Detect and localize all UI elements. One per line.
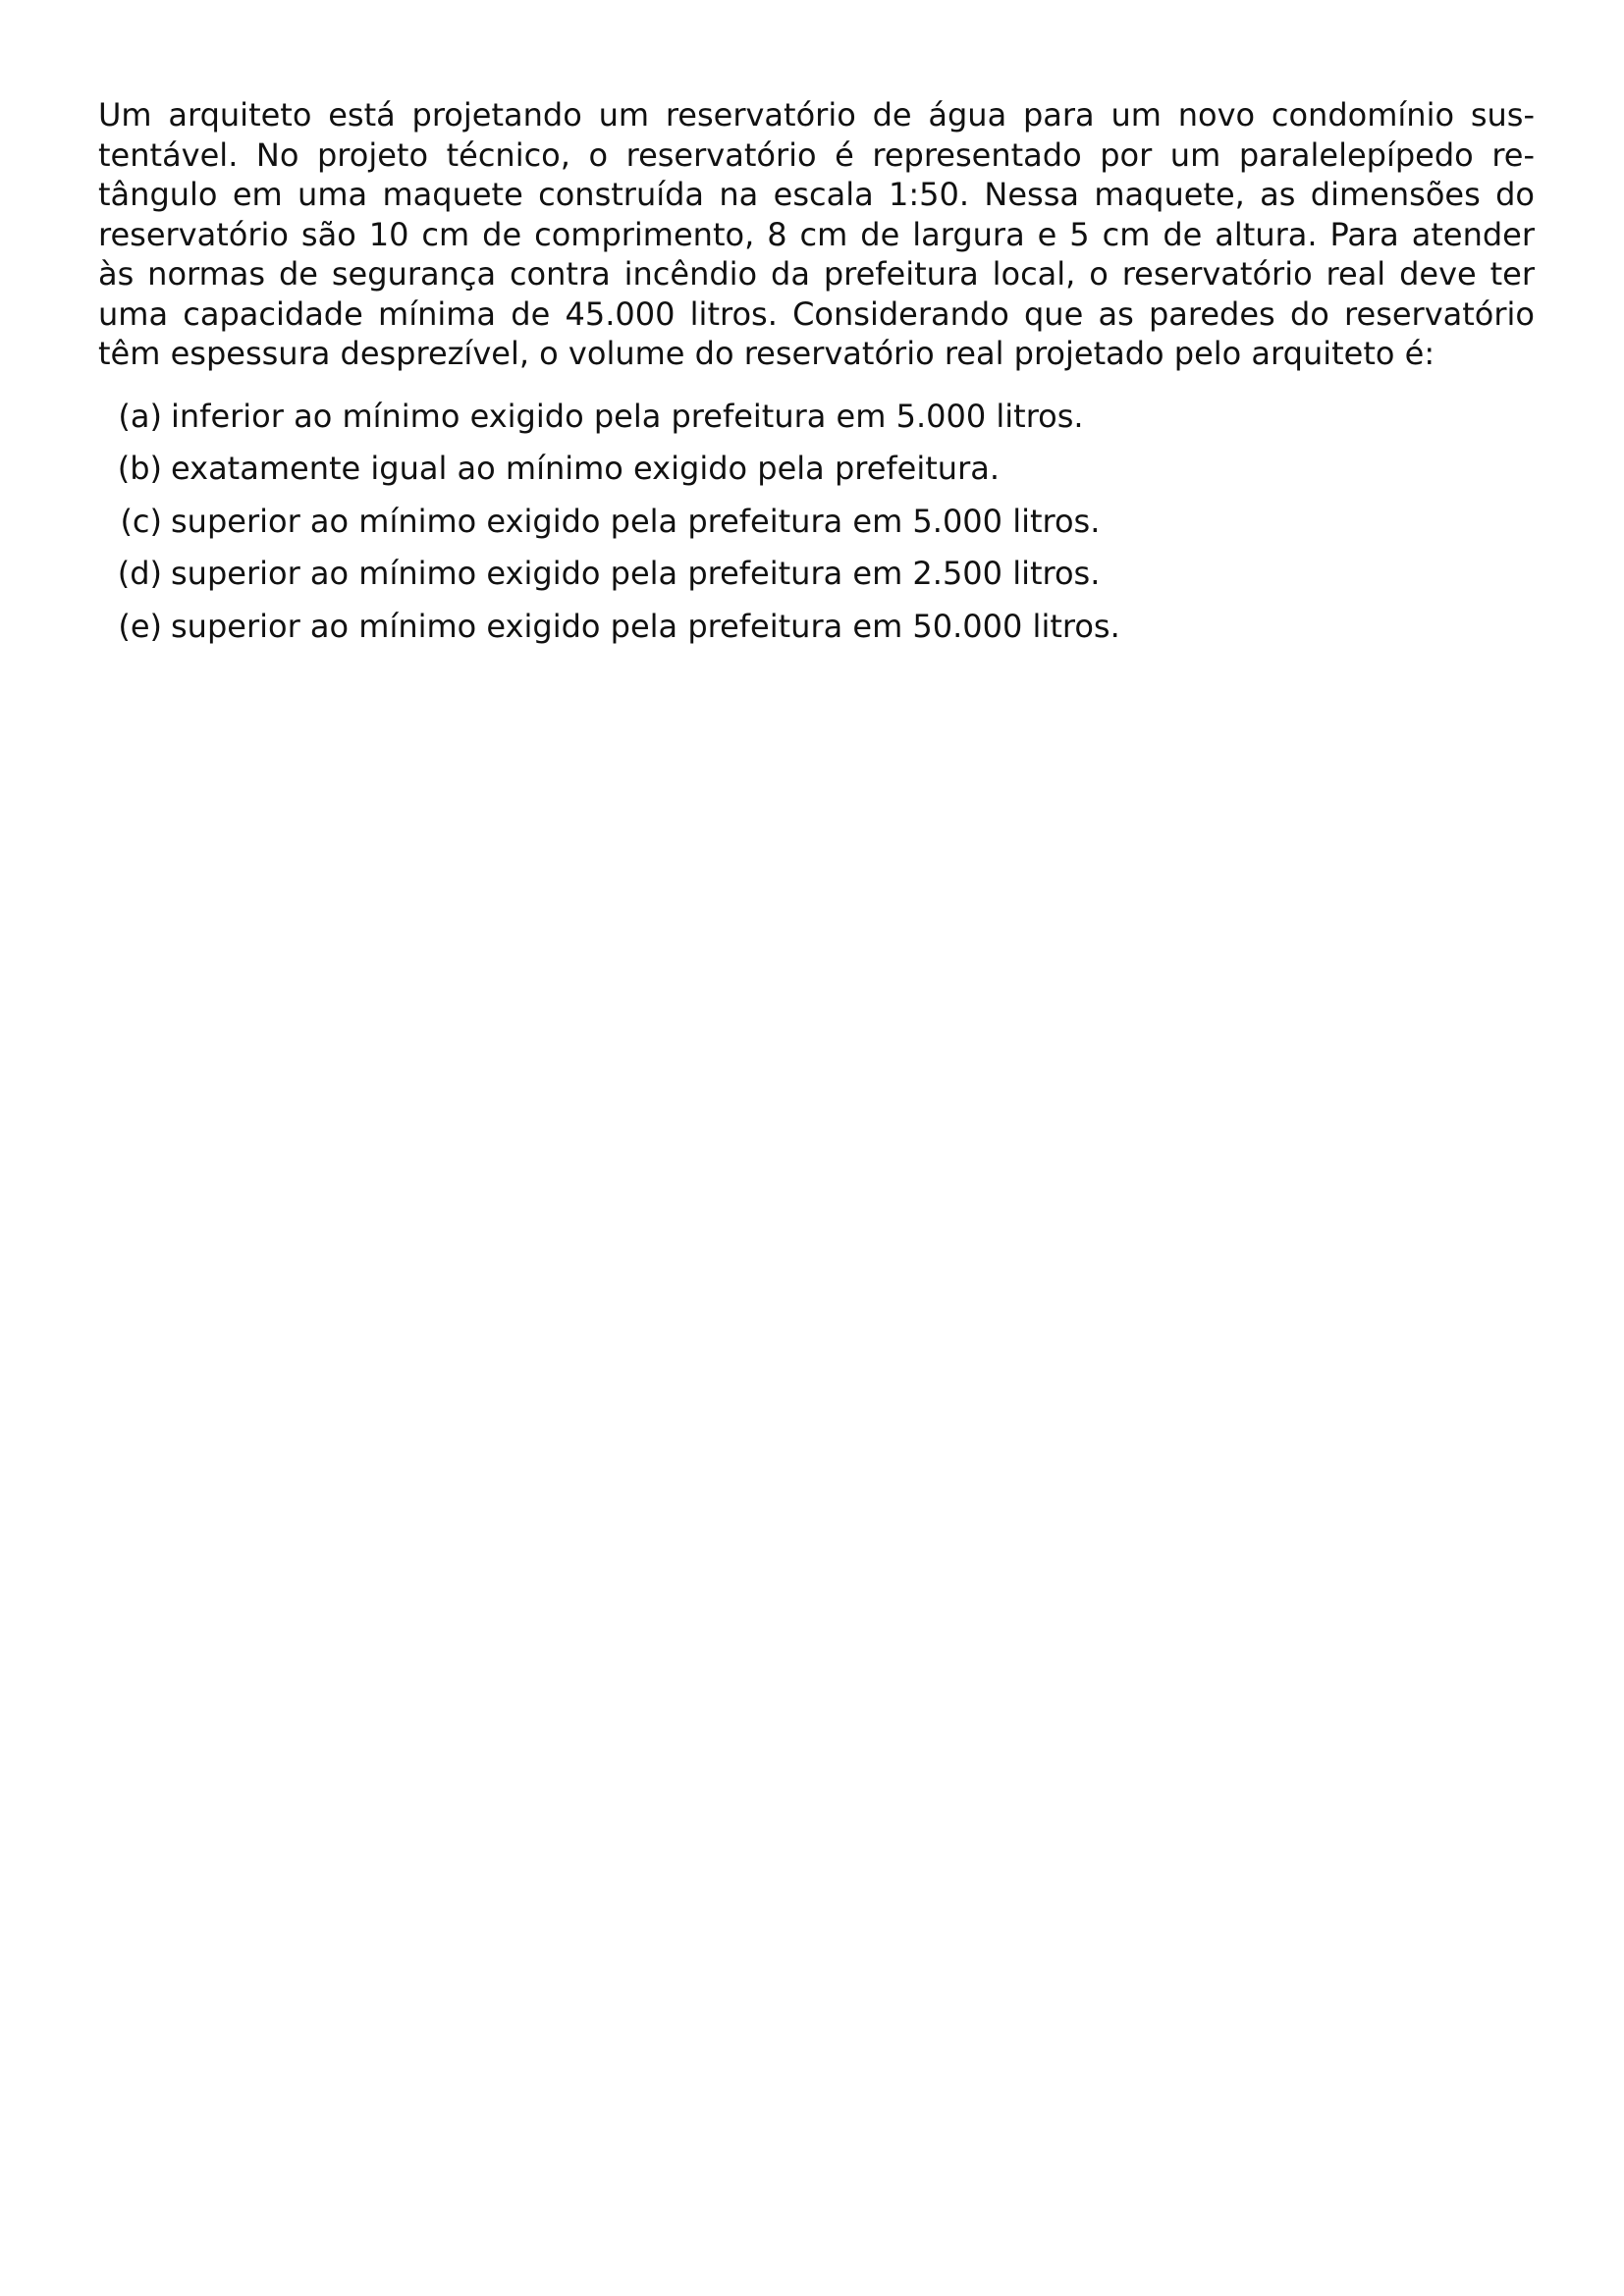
option-a <box>98 391 1535 444</box>
option-b <box>98 443 1535 496</box>
option-text: superior ao mínimo exigido pela prefeitura em 50.000 litros. <box>171 607 1120 645</box>
option-text: superior ao mínimo exigido pela prefeitura em 5.000 litros. <box>171 502 1101 540</box>
option-d <box>98 548 1535 601</box>
question-block <box>98 95 1535 653</box>
option-letter: (a) <box>118 397 162 435</box>
option-letter: (d) <box>117 555 162 592</box>
option-text: superior ao mínimo exigido pela prefeitura em 2.500 litros. <box>171 555 1101 592</box>
option-text: exatamente igual ao mínimo exigido pela prefeitura. <box>171 450 1000 487</box>
option-c <box>98 496 1535 549</box>
question-stem: Um arquiteto está projetando um reservatório de água para um novo condomínio sustentável. No projeto técnico, o reservatório é representado por um paralelepípedo retângulo em uma maquete construída na escala 1:50. Nessa maquete, as dimensões do reservatório são 10 cm de comprimento, 8 cm de largura e 5 cm de altura. Para atender às normas de segurança contra incêndio da prefeitura local, o reservatório real deve ter uma capacidade mínima de 45.000 litros. Considerando que as paredes do reservatório têm espessura desprezível, o volume do reservatório real projetado pelo arquiteto é: <box>98 96 1535 372</box>
option-text: inferior ao mínimo exigido pela prefeitura em 5.000 litros. <box>171 397 1084 435</box>
option-letter: (e) <box>118 607 162 645</box>
option-letter: (c) <box>120 502 162 540</box>
option-letter: (b) <box>117 450 162 487</box>
option-e <box>98 601 1535 654</box>
answer-options <box>98 391 1535 654</box>
